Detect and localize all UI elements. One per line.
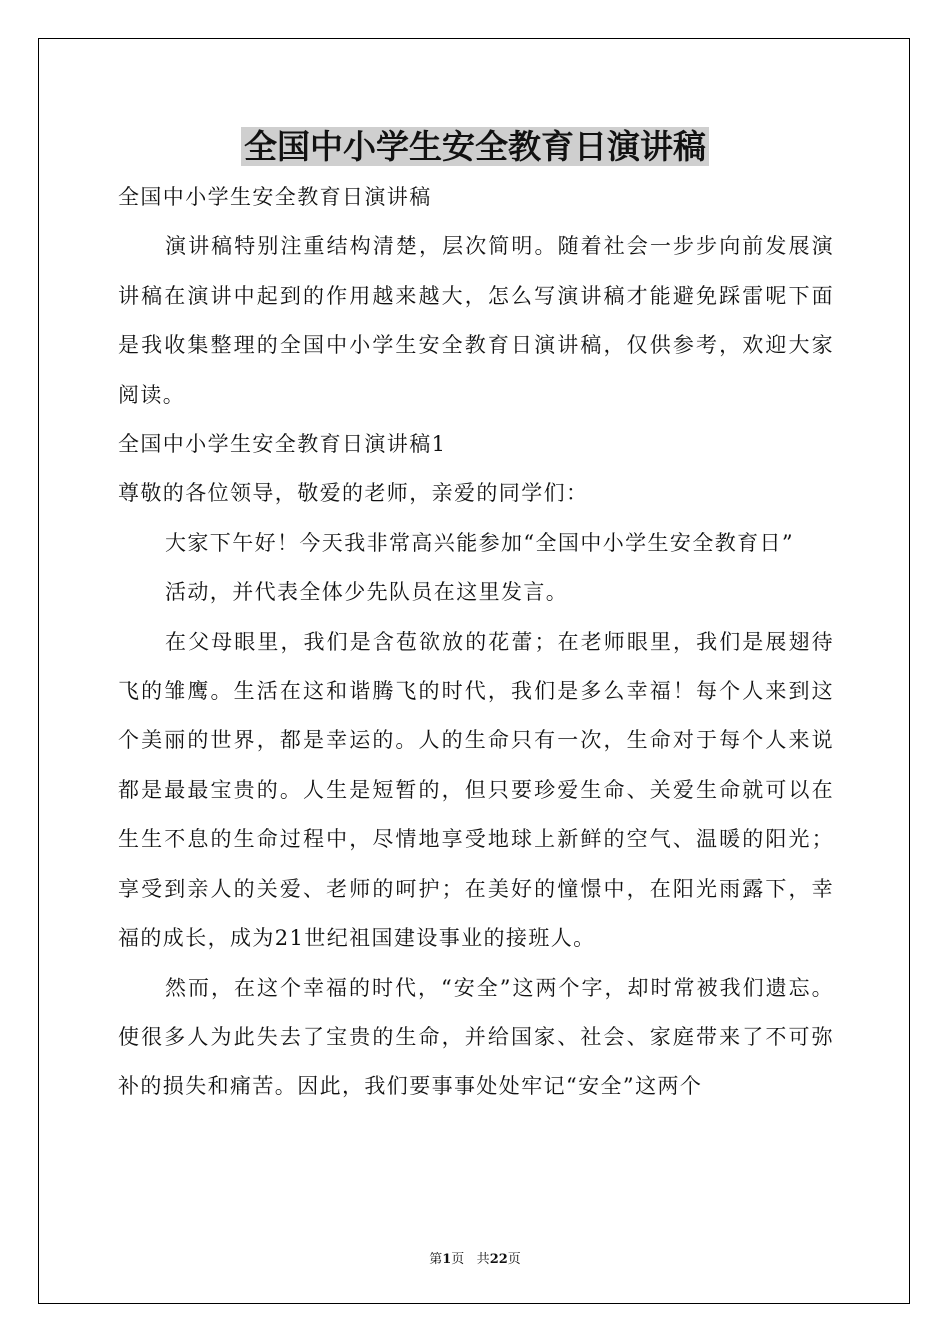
document-title-text: 全国中小学生安全教育日演讲稿 — [241, 127, 709, 166]
paragraph-section-title: 全国中小学生安全教育日演讲稿1 — [118, 432, 447, 457]
paragraph-body: 然而，在这个幸福的时代，“安全”这两个字，却时常被我们遗忘。使很多人为此失去了宝贵的生命，并给国家、社会、家庭带来了不可弥补的损失和痛苦。因此，我们要事事处处牢记“安全”这两个 — [118, 975, 834, 1099]
total-pages: 22 — [489, 1252, 508, 1267]
paragraph-body: 在父母眼里，我们是含苞欲放的花蕾；在老师眼里，我们是展翅待飞的雏鹰。生活在这和谐腾飞的时代，我们是多么幸福！每个人来到这个美丽的世界，都是幸运的。人的生命只有一次，生命对于每个人来说都是最最宝贵的。人生是短暂的，但只要珍爱生命、关爱生命就可以在生生不息的生命过程中，尽情地享受地球上新鲜的空气、温暖的阳光；享受到亲人的关爱、老师的呵护；在美好的憧憬中，在阳光雨露下，幸福的成长，成为21世纪祖国建设事业的接班人。 — [118, 629, 834, 951]
page-number: 1 — [442, 1252, 452, 1267]
page-footer — [0, 1248, 950, 1267]
total-suffix: 页 — [507, 1252, 521, 1267]
paragraph-intro: 演讲稿特别注重结构清楚，层次简明。随着社会一步步向前发展演讲稿在演讲中起到的作用越来越大，怎么写演讲稿才能避免踩雷呢下面是我收集整理的全国中小学生安全教育日演讲稿，仅供参考，欢迎大家阅读。 — [118, 234, 834, 407]
paragraph-activity: 活动，并代表全体少先队员在这里发言。 — [165, 580, 569, 605]
paragraph-salutation: 尊敬的各位领导，敬爱的老师，亲爱的同学们： — [118, 481, 589, 506]
page-suffix: 页 — [451, 1252, 465, 1267]
page-prefix: 第 — [429, 1252, 443, 1267]
paragraph-heading: 全国中小学生安全教育日演讲稿 — [118, 185, 432, 209]
document-body — [118, 173, 834, 1112]
document-title — [0, 122, 950, 172]
total-prefix: 共 — [476, 1252, 490, 1267]
paragraph-greeting: 大家下午好！今天我非常高兴能参加“全国中小学生安全教育日” — [165, 530, 795, 555]
